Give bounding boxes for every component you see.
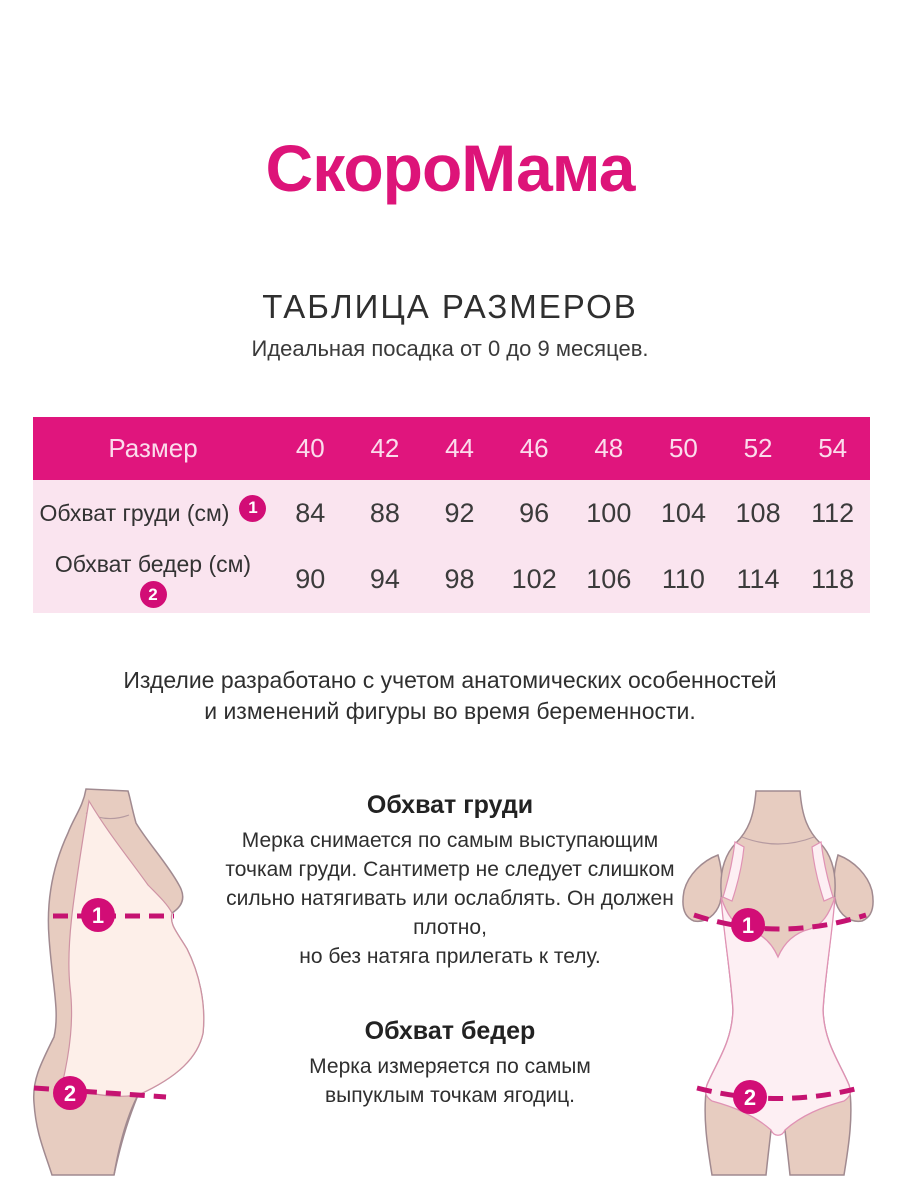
size-col-42: 42 <box>370 433 400 463</box>
size-col-40: 40 <box>295 433 325 463</box>
bust-value: 84 <box>295 497 326 528</box>
measure-point-2-badge: 2 <box>140 581 167 608</box>
row-label-bust-text: Обхват груди (см) <box>39 499 230 526</box>
size-table-header-label: Размер <box>108 433 198 463</box>
page-subtitle: Идеальная посадка от 0 до 9 месяцев. <box>251 336 649 361</box>
anatomy-note <box>0 665 900 727</box>
bust-measure-text-line: но без натяга прилегать к телу. <box>299 945 601 968</box>
bust-value: 96 <box>519 497 550 528</box>
bust-value: 108 <box>735 497 781 528</box>
size-col-46: 46 <box>519 433 549 463</box>
figure-hips-badge: 2 <box>743 1085 757 1110</box>
bust-measure-instructions <box>190 791 710 971</box>
anatomy-note-line: и изменений фигуры во время беременности. <box>204 698 696 724</box>
size-col-44: 44 <box>445 433 475 463</box>
bust-measure-text-line: плотно, <box>413 916 487 939</box>
bust-measure-title: Обхват груди <box>366 791 534 819</box>
bust-value: 88 <box>369 497 400 528</box>
size-col-48: 48 <box>594 433 624 463</box>
hips-value: 118 <box>811 564 855 594</box>
size-table-header-row <box>33 417 870 480</box>
hips-measure-title: Обхват бедер <box>364 1017 536 1045</box>
figure-bust-badge: 1 <box>91 903 105 928</box>
table-row-bust <box>33 480 870 546</box>
figure-bust-badge: 1 <box>741 913 755 938</box>
hips-value: 90 <box>295 564 326 594</box>
hips-value: 94 <box>369 564 400 594</box>
size-col-50: 50 <box>668 433 698 463</box>
bust-measure-text-line: точкам груди. Сантиметр не следует слишком <box>225 858 675 881</box>
hips-measure-instructions <box>190 1017 710 1110</box>
hips-value: 114 <box>736 564 780 594</box>
hips-measure-text-line: выпуклым точкам ягодиц. <box>325 1084 575 1107</box>
size-col-52: 52 <box>743 433 773 463</box>
brand-logo: СкороМама <box>265 131 635 205</box>
size-col-54: 54 <box>818 433 848 463</box>
bust-measure-text-line: Мерка снимается по самым выступающим <box>241 829 659 852</box>
hips-value: 110 <box>661 564 705 594</box>
size-table <box>33 417 870 613</box>
bust-value: 100 <box>586 497 632 528</box>
bust-value: 104 <box>660 497 706 528</box>
row-label-hips <box>33 551 273 608</box>
table-row-hips <box>33 546 870 613</box>
figure-hips-badge: 2 <box>63 1081 77 1106</box>
bust-value: 92 <box>444 497 475 528</box>
hips-measure-text-line: Мерка измеряется по самым <box>309 1055 591 1078</box>
measuring-guide-section <box>0 785 900 1185</box>
anatomy-note-line: Изделие разработано с учетом анатомических особенностей <box>123 667 777 693</box>
row-label-bust <box>33 500 273 527</box>
bust-value: 112 <box>811 497 855 528</box>
row-label-hips-text: Обхват бедер (см) <box>54 551 252 577</box>
hips-value: 106 <box>586 564 632 594</box>
measure-point-1-badge: 1 <box>239 495 266 522</box>
hips-value: 98 <box>444 564 475 594</box>
hips-value: 102 <box>511 564 557 594</box>
bust-measure-text-line: сильно натягивать или ослаблять. Он должен <box>226 887 674 910</box>
page-title: ТАБЛИЦА РАЗМЕРОВ <box>262 288 638 325</box>
